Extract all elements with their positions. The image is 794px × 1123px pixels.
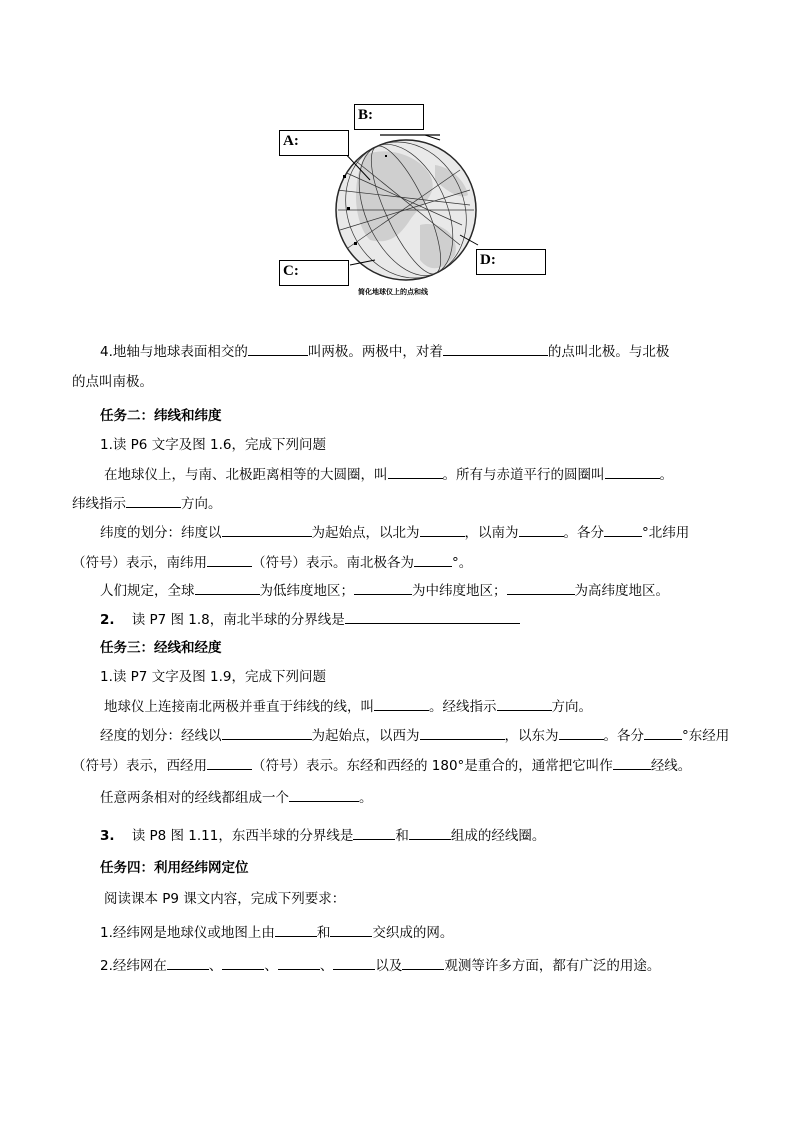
- text: 以及: [375, 958, 403, 974]
- blank[interactable]: [497, 696, 552, 711]
- blank[interactable]: [605, 464, 660, 479]
- text: 地球仪上连接南北两极并垂直于纬线的线，叫: [104, 699, 374, 715]
- blank[interactable]: [333, 955, 375, 970]
- blank[interactable]: [604, 522, 642, 537]
- question-4-line1: [100, 341, 669, 362]
- blank[interactable]: [353, 825, 395, 840]
- blank[interactable]: [354, 580, 412, 595]
- blank[interactable]: [420, 725, 505, 740]
- text: 任意两条相对的经线都组成一个: [100, 790, 289, 806]
- task-2-heading: 任务二：纬线和纬度: [100, 408, 222, 424]
- task-4-q1: [100, 922, 453, 943]
- text: 。经线指示: [429, 699, 497, 715]
- blank[interactable]: [420, 522, 465, 537]
- blank[interactable]: [409, 825, 451, 840]
- blank[interactable]: [207, 755, 252, 770]
- blank[interactable]: [207, 552, 252, 567]
- blank[interactable]: [275, 922, 317, 937]
- task-2-sentence1: [104, 464, 673, 485]
- text: 方向。: [551, 699, 592, 715]
- task-2-q2: [100, 609, 520, 630]
- text: 和: [316, 925, 331, 941]
- label-a-text: A:: [283, 133, 299, 149]
- task-3-sentence3: [72, 755, 691, 776]
- task-3-heading: 任务三：经线和经度: [100, 640, 222, 656]
- task-3-q1: 1.读 P7 文字及图 1.9，完成下列问题: [100, 669, 326, 685]
- blank[interactable]: [289, 787, 359, 802]
- text: ，以东为: [504, 728, 559, 744]
- label-box-c: [279, 260, 349, 286]
- task-3-q3: [100, 825, 545, 846]
- blank[interactable]: [248, 341, 308, 356]
- text: （符号）表示，南纬用: [72, 555, 207, 571]
- text: 读 P8 图 1.11，东西半球的分界线是: [131, 828, 354, 844]
- globe-figure: [270, 95, 560, 305]
- text: （符号）表示，西经用: [72, 758, 207, 774]
- task-3-sentence1: [104, 696, 592, 717]
- text: 经线。: [650, 758, 692, 774]
- text: （符号）表示。东经和西经的 180°是重合的，通常把它叫作: [252, 758, 613, 774]
- blank[interactable]: [222, 522, 312, 537]
- blank[interactable]: [278, 955, 320, 970]
- question-number: 3.: [100, 828, 115, 844]
- label-d-text: D:: [480, 252, 496, 268]
- text: 为中纬度地区；: [412, 583, 507, 599]
- text: 4.地轴与地球表面相交的: [100, 344, 248, 360]
- text: 、: [208, 958, 223, 974]
- blank[interactable]: [388, 464, 443, 479]
- text: 1.经纬网是地球仪或地图上由: [100, 925, 275, 941]
- text: 。各分: [603, 728, 644, 744]
- text: 组成的经线圈。: [450, 828, 546, 844]
- blank[interactable]: [167, 955, 209, 970]
- task-4-heading: 任务四：利用经纬网定位: [100, 860, 249, 876]
- text: 读 P7 图 1.8，南北半球的分界线是: [131, 612, 345, 628]
- text: 为高纬度地区。: [574, 583, 669, 599]
- blank[interactable]: [374, 696, 429, 711]
- label-box-d: [476, 249, 546, 275]
- blank[interactable]: [126, 493, 181, 508]
- blank[interactable]: [222, 725, 312, 740]
- text: 和: [395, 828, 409, 844]
- task-2-sentence2: [72, 493, 222, 514]
- label-c-text: C:: [283, 263, 299, 279]
- text: ，以南为: [464, 525, 519, 541]
- text: 。所有与赤道平行的圆圈叫: [442, 467, 605, 483]
- text: 在地球仪上，与南、北极距离相等的大圆圈，叫: [104, 467, 388, 483]
- blank[interactable]: [644, 725, 682, 740]
- text: 。: [359, 790, 373, 806]
- figure-caption: 简化地球仪上的点和线: [358, 288, 428, 296]
- blank[interactable]: [519, 522, 564, 537]
- blank[interactable]: [222, 955, 264, 970]
- question-number: 2.: [100, 612, 115, 628]
- text: 2.经纬网在: [100, 958, 167, 974]
- question-4-line2: [72, 372, 153, 392]
- text: 观测等许多方面，都有广泛的用途。: [444, 958, 661, 974]
- text: °。: [452, 555, 473, 571]
- text: （符号）表示。南北极各为: [252, 555, 414, 571]
- blank[interactable]: [330, 922, 372, 937]
- task-2-sentence4: [72, 552, 472, 573]
- blank[interactable]: [507, 580, 575, 595]
- text: 为低纬度地区；: [259, 583, 354, 599]
- text: 经度的划分：经线以: [100, 728, 222, 744]
- task-4-intro: 阅读课本 P9 课文内容，完成下列要求：: [104, 891, 346, 907]
- blank[interactable]: [613, 755, 651, 770]
- task-2-q1: 1.读 P6 文字及图 1.6，完成下列问题: [100, 437, 326, 453]
- label-box-a: [279, 130, 349, 156]
- task-2-sentence3: [100, 522, 689, 543]
- text: 、: [264, 958, 278, 974]
- task-3-sentence4: [100, 787, 373, 808]
- text: 的点叫北极。与北极: [547, 344, 670, 360]
- task-4-q2: [100, 955, 660, 976]
- blank[interactable]: [559, 725, 604, 740]
- task-2-sentence5: [100, 580, 669, 601]
- text: 方向。: [181, 496, 222, 512]
- text: 交织成的网。: [372, 925, 454, 941]
- text: °北纬用: [642, 525, 690, 541]
- text: 。: [659, 467, 673, 483]
- blank[interactable]: [443, 341, 548, 356]
- blank[interactable]: [195, 580, 260, 595]
- blank[interactable]: [345, 609, 520, 624]
- task-3-sentence2: [100, 725, 729, 746]
- text: 纬度的划分：纬度以: [100, 525, 222, 541]
- label-b-text: B:: [358, 107, 373, 123]
- text: 叫两极。两极中，对着: [307, 344, 443, 360]
- blank[interactable]: [402, 955, 444, 970]
- text: 为起始点，以西为: [311, 728, 420, 744]
- text: 为起始点，以北为: [311, 525, 420, 541]
- label-box-b: [354, 104, 424, 130]
- blank[interactable]: [414, 552, 452, 567]
- text: °东经用: [682, 728, 730, 744]
- text: 。各分: [563, 525, 604, 541]
- text: 纬线指示: [72, 496, 126, 512]
- text: 的点叫南极。: [72, 374, 153, 390]
- text: 人们规定，全球: [100, 583, 195, 599]
- text: 、: [319, 958, 334, 974]
